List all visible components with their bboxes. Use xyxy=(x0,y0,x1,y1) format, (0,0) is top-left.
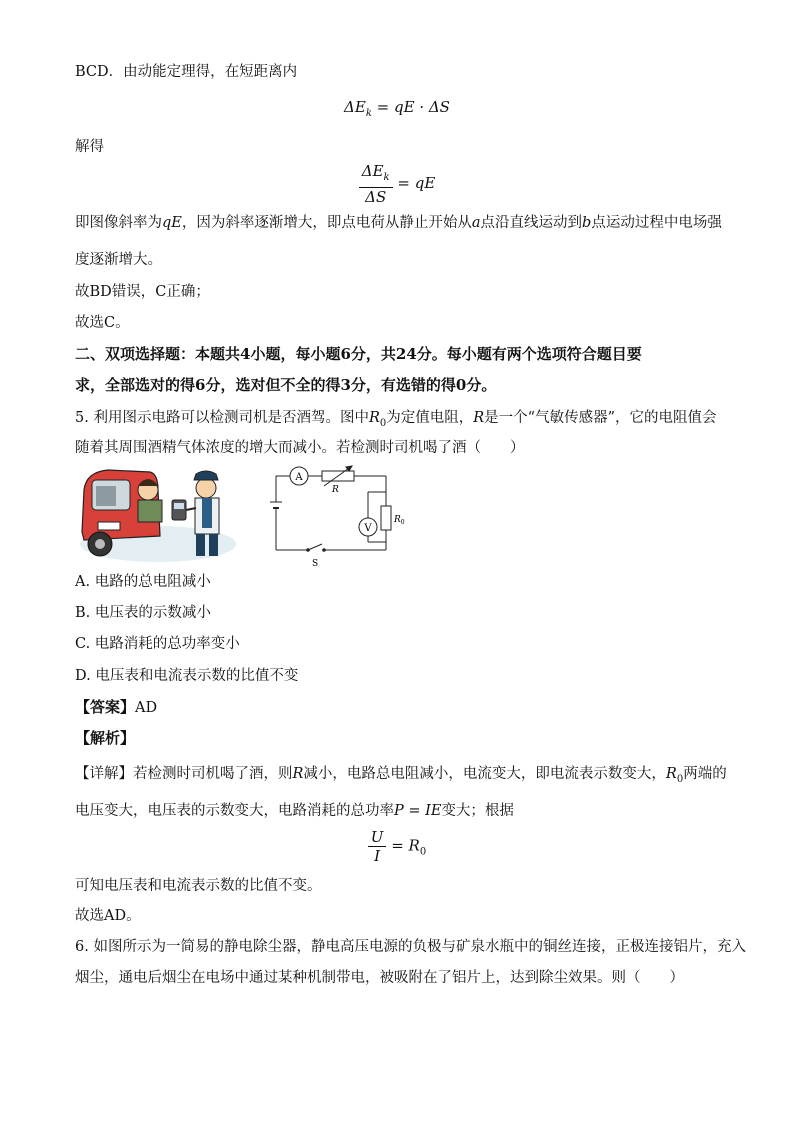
voltmeter-label: V xyxy=(364,523,372,534)
question-6-stem: 烟尘，通电后烟尘在电场中通过某种机制带电，被吸附在了铝片上，达到除尘效果。则（ ） xyxy=(75,970,684,986)
equation-kinetic-energy: $\Delta E_k$ = qE · ΔS xyxy=(344,98,450,119)
text-line: 故BD错误，C正确； xyxy=(75,284,210,300)
detail-line: 【详解】若检测时司机喝了酒，则R减小，电路总电阻减小，电流变大，即电流表示数变大，$R_0$两端的 xyxy=(75,766,727,785)
option-a: A. 电路的总电阻减小 xyxy=(75,574,211,590)
question-6-stem: 6. 如图所示为一简易的静电除尘器，静电高压电源的负极与矿泉水瓶中的铜丝连接，正极连接铝片，充入 xyxy=(75,939,746,955)
drunk-driving-test-illustration xyxy=(78,462,238,564)
text-line: 故选C。 xyxy=(75,315,130,331)
section-heading: 二、双项选择题：本题共4小题，每小题6分，共24分。每小题有两个选项符合题目要 xyxy=(75,345,642,363)
text-line: BCD．由动能定理得，在短距离内 xyxy=(75,64,298,80)
circuit-diagram xyxy=(262,462,412,572)
fraction: $\frac{\Delta E_k}{\Delta S}$ xyxy=(359,162,393,206)
switch-label: S xyxy=(312,559,319,569)
equation-slope: $\frac{\Delta E_k}{\Delta S}$ = qE xyxy=(0,162,794,206)
option-c: C. 电路消耗的总功率变小 xyxy=(75,636,240,652)
section-heading: 求，全部选对的得6分，选对但不全的得3分，有选错的得0分。 xyxy=(75,376,497,394)
detail-line: 电压变大，电压表的示数变大，电路消耗的总功率P = IE变大；根据 xyxy=(75,803,514,819)
ammeter-label: A xyxy=(295,472,303,483)
option-b: B. 电压表的示数减小 xyxy=(75,605,211,621)
resistor-r-label: R xyxy=(332,485,339,495)
resistor-r0-label: $R_0$ xyxy=(394,515,405,526)
text-line: 度逐渐增大。 xyxy=(75,252,162,268)
text-line: 即图像斜率为qE，因为斜率逐渐增大，即点电荷从静止开始从a点沿直线运动到b点运动过程中电场强 xyxy=(75,215,722,231)
option-d: D. 电压表和电流表示数的比值不变 xyxy=(75,668,299,684)
detail-line: 可知电压表和电流表示数的比值不变。 xyxy=(75,878,322,894)
analysis-heading: 【解析】 xyxy=(75,729,136,747)
text-line: 解得 xyxy=(75,139,104,155)
question-5-stem: 5. 利用图示电路可以检测司机是否酒驾。图中$R_0$为定值电阻，R是一个“气敏传感器”，它的电阻值会 xyxy=(75,410,717,429)
answer: 【答案】AD xyxy=(75,698,158,716)
question-5-stem: 随着其周围酒精气体浓度的增大而减小。若检测时司机喝了酒（ ） xyxy=(75,440,525,456)
equation-ratio: $\frac{U}{I}$ = $R_0$ xyxy=(0,828,794,865)
detail-line: 故选AD。 xyxy=(75,908,141,924)
fraction: $\frac{U}{I}$ xyxy=(368,828,387,865)
